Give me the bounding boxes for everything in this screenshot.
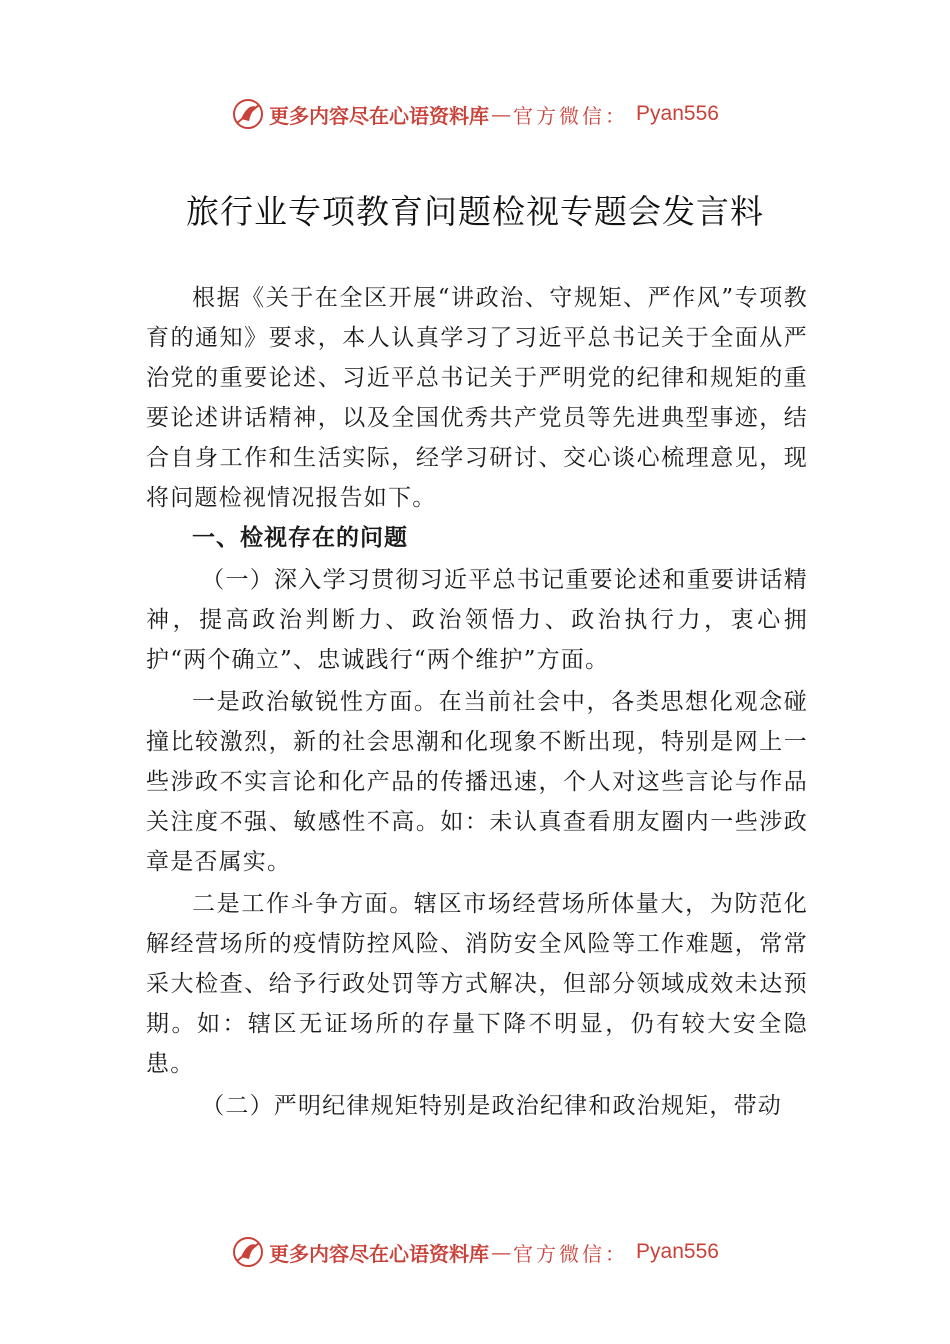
banner-separator: — — [491, 1240, 512, 1264]
brand-logo-icon — [231, 1235, 265, 1269]
banner-wechat-id: Pyan556 — [636, 1240, 719, 1263]
banner-official-label: 官方微信： — [513, 1241, 629, 1266]
banner-official-label: 官方微信： — [513, 103, 629, 128]
subsection-paragraph: （一）深入学习贯彻习近平总书记重要论述和重要讲话精神，提高政治判断力、政治领悟力、政治执行力，衷心拥护“两个确立”、忠诚践行“两个维护”方面。 — [146, 567, 808, 673]
point-paragraph: 一是政治敏锐性方面。在当前社会中，各类思想化观念碰撞比较激烈，新的社会思潮和化现象不断出现，特别是网上一些涉政不实言论和化产品的传播迅速，个人对这些言论与作品关注度不强、敏感性不高。如：未认真查看朋友圈内一些涉政章是否属实。 — [146, 689, 808, 875]
banner-brand-text: 更多内容尽在心语资料库 — [269, 1241, 490, 1266]
document-title: 旅行业专项教育问题检视专题会发言料 — [186, 192, 764, 231]
banner-brand-text: 更多内容尽在心语资料库 — [269, 103, 490, 128]
document-body — [146, 278, 808, 1126]
footer-banner — [0, 1232, 950, 1272]
intro-paragraph: 根据《关于在全区开展“讲政治、守规矩、严作风”专项教育的通知》要求，本人认真学习了习近平总书记关于全面从严治党的重要论述、习近平总书记关于严明党的纪律和规矩的重要论述讲话精神，以及全国优秀共产党员等先进典型事迹，结合自身工作和生活实际，经学习研讨、交心谈心梳理意见，现将问题检视情况报告如下。 — [146, 285, 808, 511]
section-heading: 一、检视存在的问题 — [192, 525, 408, 551]
brand-logo-icon — [231, 97, 265, 131]
banner-separator: — — [491, 102, 512, 126]
point-paragraph: 二是工作斗争方面。辖区市场经营场所体量大，为防范化解经营场所的疫情防控风险、消防安全风险等工作难题，常常采大检查、给予行政处罚等方式解决，但部分领域成效未达预期。如：辖区无证场所的存量下降不明显，仍有较大安全隐患。 — [146, 891, 808, 1077]
banner-wechat-id: Pyan556 — [636, 102, 719, 125]
subsection-paragraph: （二）严明纪律规矩特别是政治纪律和政治规矩，带动 — [201, 1093, 782, 1119]
header-banner — [0, 94, 950, 134]
